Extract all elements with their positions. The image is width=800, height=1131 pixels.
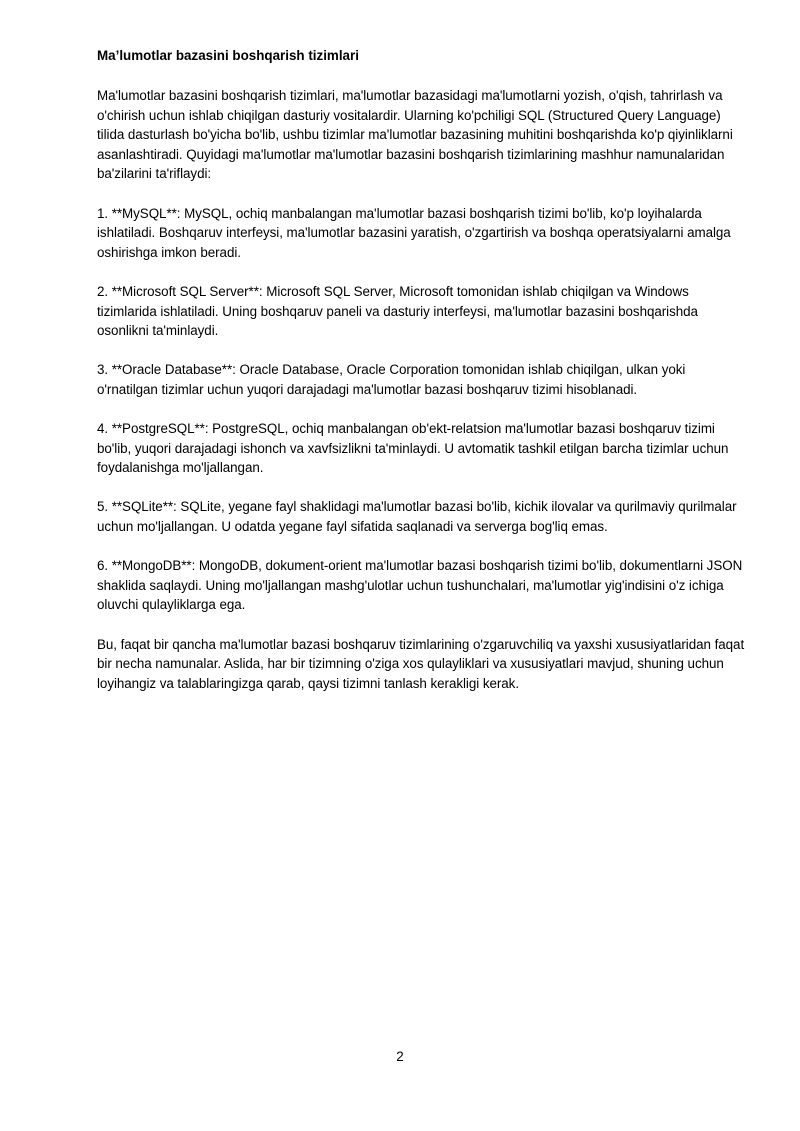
list-item-mssql: 2. **Microsoft SQL Server**: Microsoft SQL Server, Microsoft tomonidan ishlab chiqilgan va Windows tizimlarida ishlatiladi. Uning boshqaruv paneli va dasturiy interfeysi, ma'lumotlar bazasini boshqarishda osonlikni ta'minlaydi. (97, 283, 698, 339)
list-item-sqlite: 5. **SQLite**: SQLite, yegane fayl shaklidagi ma'lumotlar bazasi bo'lib, kichik ilovalar va qurilmaviy qurilmalar uchun mo'ljallangan. U odatda yegane fayl sifatida saqlanadi va serverga bog'liq emas. (97, 499, 737, 535)
conclusion-paragraph: Bu, faqat bir qancha ma'lumotlar bazasi boshqaruv tizimlarining o'zgaruvchiliq va yaxshi xususiyatlaridan faqat bir necha namunalar. Aslida, har bir tizimning o'ziga xos qulayliklari va xususiyatlari mavjud, shuning uchun loyihangiz va talablaringizga qarab, qaysi tizimni tanlash kerakligi kerak. (97, 636, 745, 691)
document-page (97, 46, 749, 713)
list-item-mysql: 1. **MySQL**: MySQL, ochiq manbalangan ma'lumotlar bazasi boshqarish tizimi bo'lib, ko'p loyihalarda ishlatiladi. Boshqaruv interfeysi, ma'lumotlar bazasini yaratish, o'zgartirish va boshqa operatsiyalarni amalga oshirishga imkon beradi. (97, 205, 731, 260)
intro-paragraph: Ma'lumotlar bazasini boshqarish tizimlari, ma'lumotlar bazasidagi ma'lumotlarni yozish, o'qish, tahrirlash va o'chirish uchun ishlab chiqilgan dasturiy vositalardir. Ularning ko'pchiligi SQL (Structured Query Language) tilida dasturlash bo'yicha bo'lib, ushbu tizimlar ma'lumotlar bazasining muhitini boshqarishda ko'p qiyinliklarni asanlashtiradi. Quyidagi ma'lumotlar ma'lumotlar bazasini boshqarish tizimlarining mashhur namunalaridan ba'zilarini ta'riflaydi: (97, 88, 733, 182)
page-number: 2 (396, 1049, 404, 1064)
document-title: Ma’lumotlar bazasini boshqarish tizimlari (97, 48, 359, 63)
list-item-mongodb: 6. **MongoDB**: MongoDB, dokument-orient ma'lumotlar bazasi boshqarish tizimi bo'lib, dokumentlarni JSON shaklida saqlaydi. Uning mo'ljallangan mashg'ulotlar uchun tushunchalari, ma'lumotlar yig'indisini o'z ichiga oluvchi qulayliklarga ega. (97, 558, 743, 613)
list-item-postgresql: 4. **PostgreSQL**: PostgreSQL, ochiq manbalangan ob'ekt-relatsion ma'lumotlar bazasi boshqaruv tizimi bo'lib, yuqori darajadagi ishonch va xavfsizlikni ta'minlaydi. U avtomatik tashkil etilgan barcha tizimlar uchun foydalanishga mo'ljallangan. (97, 421, 729, 476)
list-item-oracle: 3. **Oracle Database**: Oracle Database, Oracle Corporation tomonidan ishlab chiqilgan, ulkan yoki o'rnatilgan tizimlar uchun yuqori darajadagi ma'lumotlar bazasi boshqaruv tizimi hisoblanadi. (97, 362, 686, 397)
